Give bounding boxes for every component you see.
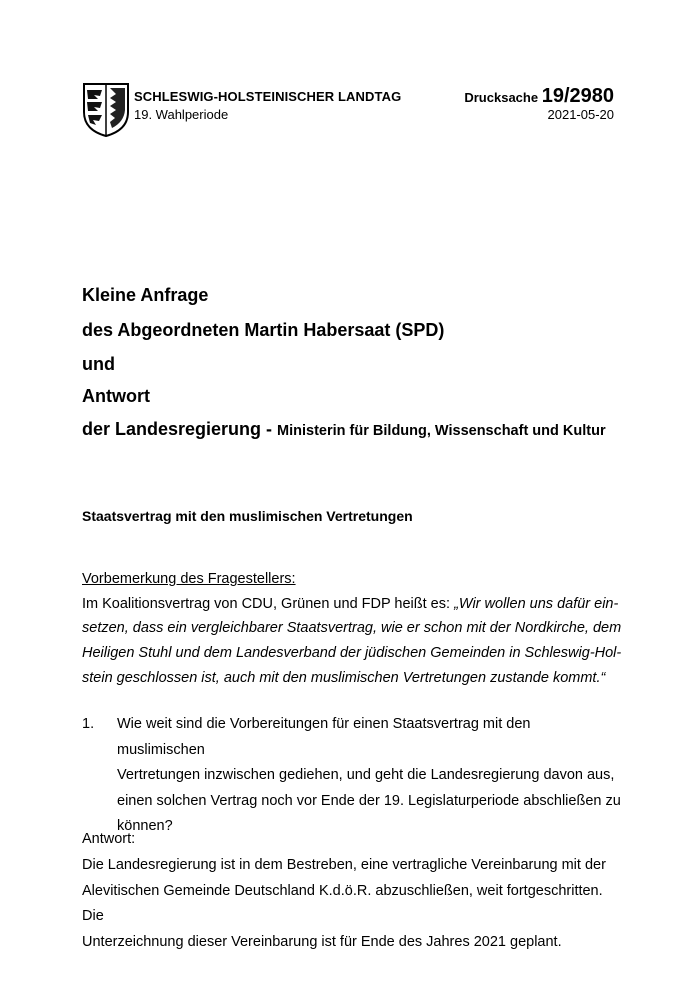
drucksache-label: Drucksache [464,90,539,105]
title-line-2: des Abgeordneten Martin Habersaat (SPD) [82,320,445,340]
preface-quote-1: „Wir wollen uns dafür ein- [454,595,619,612]
preface-line-1 [82,592,622,617]
preface-line-3 [82,641,622,666]
title-line-3: und [82,354,115,374]
electoral-period: 19. Wahlperiode [134,107,229,122]
question-1 [82,712,622,840]
preface-line-4 [82,666,622,691]
preface-quote-4: stein geschlossen ist, auch mit den muslimischen Vertretungen zustande kommt.“ [82,669,606,686]
answer-line-1: Die Landesregierung ist in dem Bestreben, eine vertragliche Vereinbarung mit der [82,856,606,873]
question-line-4: können? [117,818,173,834]
coat-of-arms-logo [82,82,130,138]
preface-intro: Im Koalitionsvertrag von CDU, Grünen und FDP heißt es: [82,595,455,612]
title-line-1: Kleine Anfrage [82,285,209,305]
question-line-2: Vertretungen inzwischen gediehen, und geht die Landesregierung davon aus, [117,767,615,783]
answer-line-2: Alevitischen Gemeinde Deutschland K.d.ö.R. abzuschließen, weit fortgeschritten. Die [82,882,603,925]
preface-quote-2: setzen, dass ein vergleichbarer Staatsvertrag, wie er schon mit der Nordkirche, dem [82,620,622,637]
preface-quote-3: Heiligen Stuhl und dem Landesverband der jüdischen Gemeinden in Schleswig-Hol- [82,645,622,662]
preface-heading: Vorbemerkung des Fragestellers: [82,571,296,587]
preface-line-2 [82,616,622,641]
title-line-5-main: der Landesregierung - [82,419,278,439]
preface [82,567,622,691]
document-number [464,85,614,108]
parliament-name: SCHLESWIG-HOLSTEINISCHER LANDTAG [134,89,402,104]
answer-heading: Antwort: [82,831,136,847]
drucksache-number: 19/2980 [541,85,614,107]
title-line-4: Antwort [82,386,150,406]
title-line-5 [82,419,606,440]
question-line-3: einen solchen Vertrag noch vor Ende der 19. Legislaturperiode abschließen zu [117,792,621,809]
question-text [117,712,622,840]
subject-heading: Staatsvertrag mit den muslimischen Vertretungen [82,508,413,524]
answer-line-3: Unterzeichnung dieser Vereinbarung ist für Ende des Jahres 2021 geplant. [82,934,562,951]
document-date: 2021-05-20 [547,107,614,122]
ministry-name: Ministerin für Bildung, Wissenschaft und Kultur [277,423,606,439]
answer-1 [82,827,622,956]
question-number: 1. [82,716,95,732]
question-line-1: Wie weit sind die Vorbereitungen für einen Staatsvertrag mit den muslimischen [117,716,531,758]
